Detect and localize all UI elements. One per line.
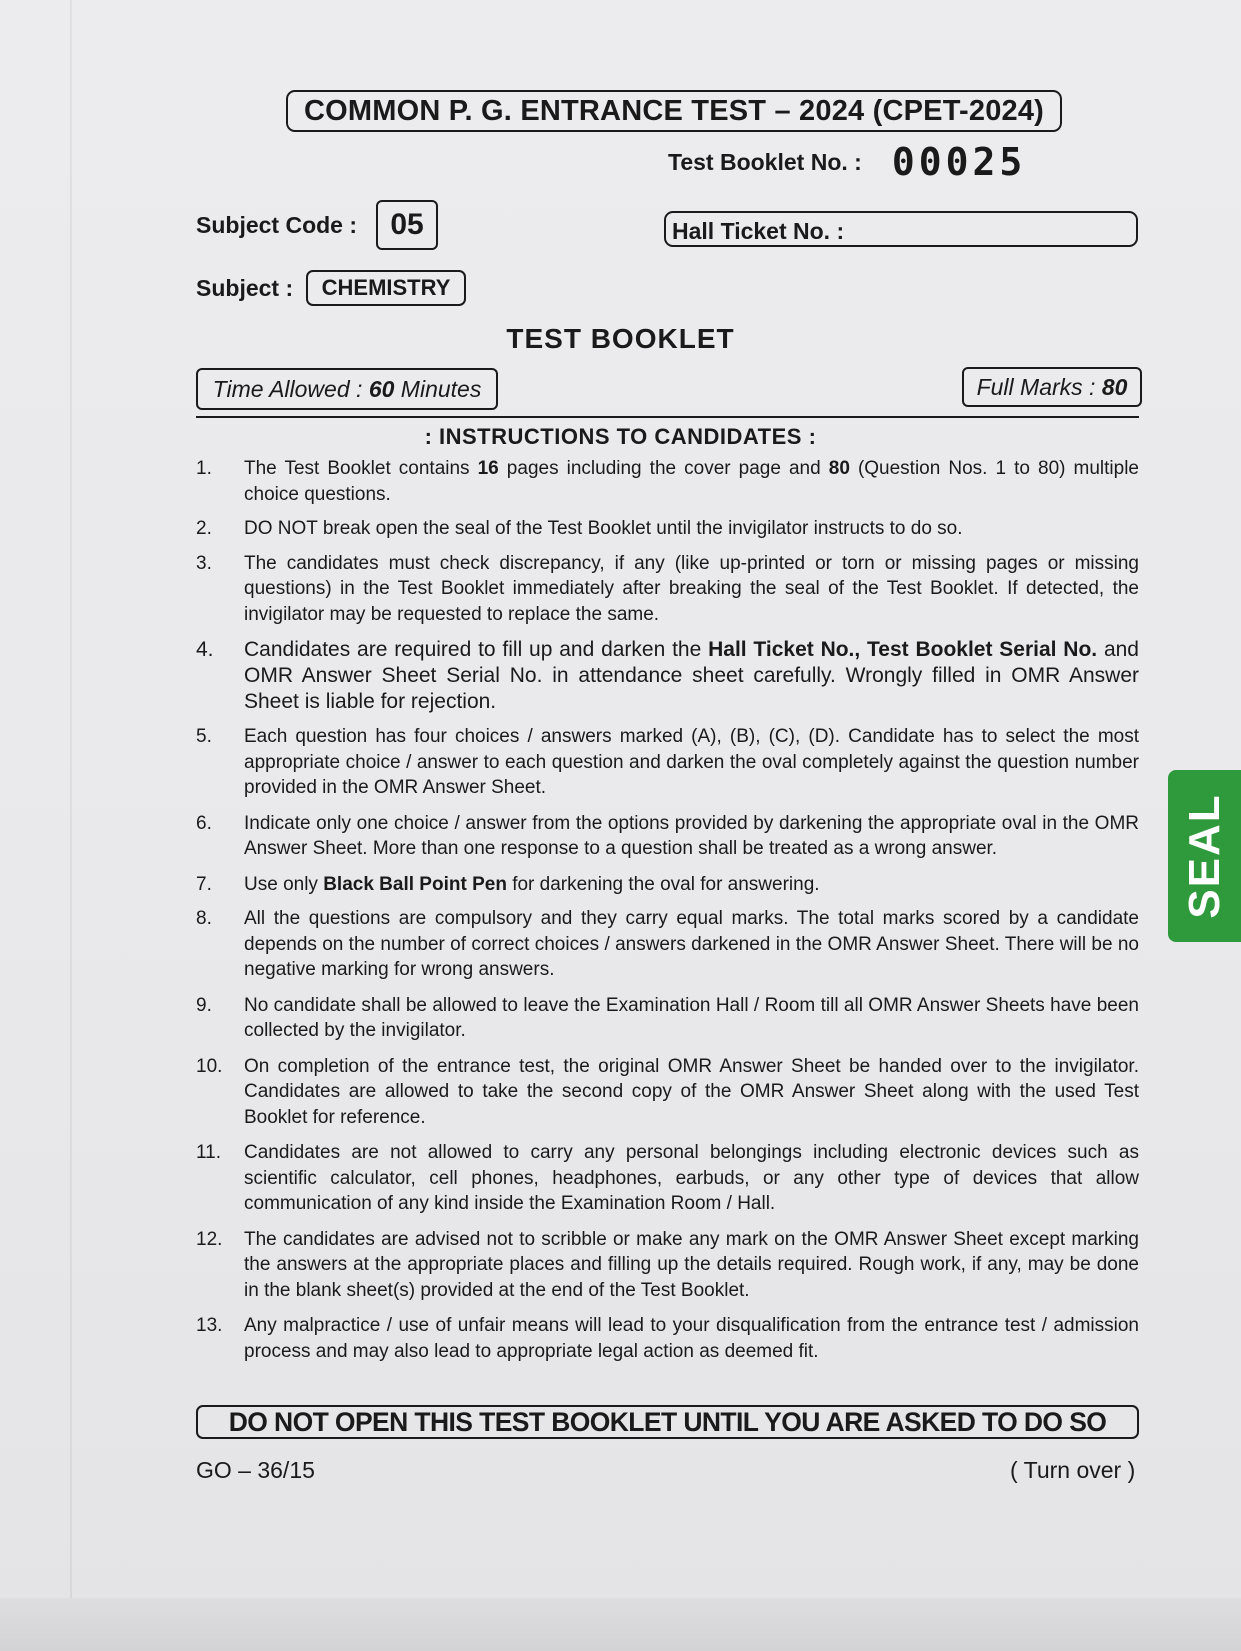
instruction-item bbox=[196, 872, 1139, 898]
instruction-number: 4. bbox=[196, 638, 214, 661]
subject-code-value: 05 bbox=[376, 200, 438, 250]
instruction-text: The candidates must check discrepancy, if any (like up-printed or torn or missing pages or missing questions) in the Test Booklet immediately after breaking the seal of the Test Booklet. If detected, the invigilator may be requested to replace the same. bbox=[244, 552, 1139, 625]
instruction-number: 11. bbox=[196, 1142, 222, 1163]
instruction-item bbox=[196, 551, 1139, 628]
instruction-text: Any malpractice / use of unfair means will lead to your disqualification from the entrance test / admission process and may also lead to appropriate legal action as deemed fit. bbox=[244, 1315, 1139, 1362]
instruction-number: 3. bbox=[196, 552, 212, 574]
instruction-number: 8. bbox=[196, 908, 212, 929]
subject-code-label: Subject Code : bbox=[196, 212, 358, 238]
instruction-item bbox=[196, 1054, 1139, 1131]
instruction-item bbox=[196, 811, 1139, 862]
booklet-title: TEST BOOKLET bbox=[506, 323, 735, 354]
divider-rule bbox=[196, 416, 1139, 418]
instruction-number: 10. bbox=[196, 1055, 223, 1077]
instruction-text: DO NOT break open the seal of the Test Booklet until the invigilator instructs to do so. bbox=[244, 518, 963, 539]
booklet-number-label: Test Booklet No. : bbox=[668, 149, 862, 175]
time-value: 60 bbox=[368, 376, 395, 402]
instructions-heading: : INSTRUCTIONS TO CANDIDATES : bbox=[424, 424, 817, 449]
instruction-text: Candidates are required to fill up and darken the Hall Ticket No., Test Booklet Serial No. and OMR Answer Sheet Serial No. in attendance sheet carefully. Wrongly filled in OMR Answer Sheet is liable for rejection. bbox=[244, 638, 1139, 713]
instruction-text: On completion of the entrance test, the original OMR Answer Sheet be handed over to the invigilator. Candidates are allowed to take the second copy of the OMR Answer Sheet along with the used Test Booklet for reference. bbox=[244, 1055, 1139, 1128]
full-marks bbox=[962, 367, 1142, 407]
subject-value: CHEMISTRY bbox=[306, 270, 466, 306]
turn-over-note: ( Turn over ) bbox=[1010, 1457, 1136, 1483]
marks-value: 80 bbox=[1101, 374, 1128, 400]
seal-label: SEAL bbox=[1179, 793, 1229, 919]
instructions-list bbox=[196, 456, 1139, 1364]
instruction-text: The candidates are advised not to scribble or make any mark on the OMR Answer Sheet except marking the answers at the appropriate places and filling up the details required. Rough work, if any, may be done in the blank sheet(s) provided at the end of the Test Booklet. bbox=[244, 1228, 1139, 1301]
hall-ticket-field: Hall Ticket No. : bbox=[664, 211, 1138, 247]
instruction-item bbox=[196, 456, 1139, 507]
instruction-number: 13. bbox=[196, 1315, 223, 1336]
seal-sticker bbox=[1168, 770, 1241, 942]
subject-label: Subject : bbox=[196, 275, 294, 301]
booklet-code: GO – 36/15 bbox=[196, 1457, 315, 1483]
booklet-number-value: 00025 bbox=[891, 140, 1027, 184]
instruction-number: 2. bbox=[196, 518, 212, 539]
paper-fold bbox=[70, 0, 72, 1651]
time-allowed bbox=[196, 368, 498, 410]
do-not-open-warning: DO NOT OPEN THIS TEST BOOKLET UNTIL YOU ARE ASKED TO DO SO bbox=[196, 1405, 1139, 1439]
instruction-item bbox=[196, 993, 1139, 1044]
instruction-text: Indicate only one choice / answer from the options provided by darkening the appropriate oval in the OMR Answer Sheet. More than one response to a question shall be treated as a wrong answer. bbox=[244, 812, 1139, 859]
instruction-number: 6. bbox=[196, 812, 212, 834]
instruction-item bbox=[196, 637, 1139, 715]
instruction-item bbox=[196, 516, 1139, 542]
instruction-number: 1. bbox=[196, 458, 212, 479]
instruction-text: All the questions are compulsory and they carry equal marks. The total marks scored by a candidate depends on the number of correct choices / answers darkened in the OMR Answer Sheet. There will be no negative marking for wrong answers. bbox=[244, 908, 1139, 980]
booklet-number bbox=[668, 142, 1026, 182]
instruction-number: 12. bbox=[196, 1228, 223, 1250]
paper-bottom-edge bbox=[0, 1598, 1241, 1651]
instruction-item bbox=[196, 724, 1139, 801]
instruction-text: No candidate shall be allowed to leave the Examination Hall / Room till all OMR Answer Sheets have been collected by the invigilator. bbox=[244, 994, 1139, 1041]
instruction-number: 5. bbox=[196, 726, 212, 747]
instruction-item bbox=[196, 1227, 1139, 1304]
time-unit: Minutes bbox=[394, 376, 482, 402]
instruction-item bbox=[196, 1140, 1139, 1217]
instruction-item bbox=[196, 906, 1139, 983]
marks-label: Full Marks : bbox=[976, 374, 1102, 400]
instruction-item bbox=[196, 1313, 1139, 1364]
instruction-text: Candidates are not allowed to carry any personal belongings including electronic devices such as scientific calculator, cell phones, headphones, earbuds, or any other type of devices that allow communication of any kind inside the Examination Room / Hall. bbox=[244, 1142, 1139, 1214]
exam-title: COMMON P. G. ENTRANCE TEST – 2024 (CPET-2024) bbox=[286, 90, 1062, 132]
instruction-number: 7. bbox=[196, 873, 212, 895]
instruction-number: 9. bbox=[196, 994, 212, 1016]
instruction-text: Each question has four choices / answers marked (A), (B), (C), (D). Candidate has to select the most appropriate choice / answer to each question and darken the oval completely against the question number provided in the OMR Answer Sheet. bbox=[244, 726, 1139, 798]
instruction-text: The Test Booklet contains 16 pages including the cover page and 80 (Question Nos. 1 to 80) multiple choice questions. bbox=[244, 458, 1140, 505]
time-label: Time Allowed : bbox=[212, 376, 369, 402]
instruction-text: Use only Black Ball Point Pen for darkening the oval for answering. bbox=[244, 873, 820, 895]
